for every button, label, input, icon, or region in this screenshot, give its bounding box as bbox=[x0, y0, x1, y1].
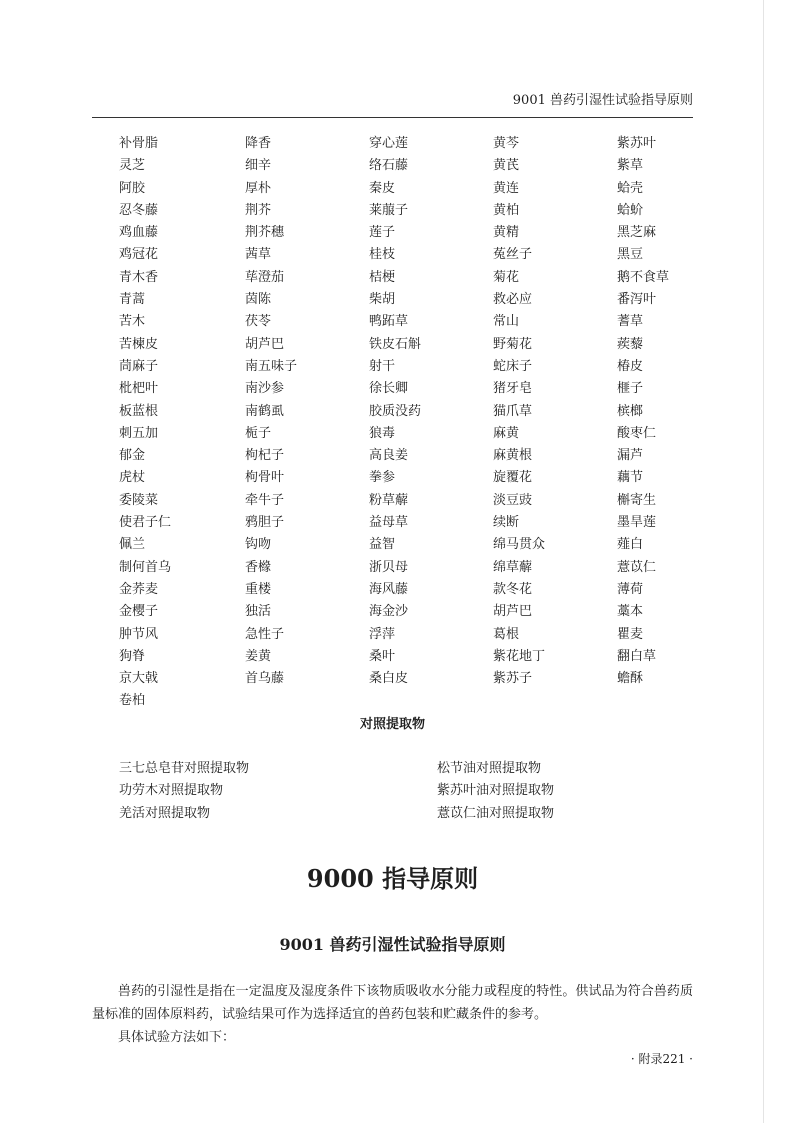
herb-name: 首乌藤 bbox=[245, 671, 285, 687]
page-number: · 附录221 · bbox=[630, 1052, 693, 1066]
herb-name bbox=[245, 690, 369, 712]
herb-name: 翻白草 bbox=[617, 648, 657, 664]
herb-name: 鸦胆子 bbox=[245, 515, 285, 531]
section-heading: 对照提取物 bbox=[359, 717, 425, 732]
herb-name: 刺五加 bbox=[119, 425, 159, 441]
herb-name: 猫爪草 bbox=[493, 403, 533, 419]
herb-name: 胡芦巴 bbox=[245, 336, 285, 352]
herb-name: 补骨脂 bbox=[119, 136, 159, 151]
herb-name: 椿皮 bbox=[617, 358, 644, 374]
herb-name: 枇杷叶 bbox=[119, 381, 159, 397]
herb-name: 柴胡 bbox=[369, 292, 396, 308]
herb-name: 鸭跖草 bbox=[369, 314, 409, 330]
header-rule bbox=[92, 117, 693, 118]
herb-name: 佩兰 bbox=[119, 537, 146, 553]
herb-name: 重楼 bbox=[245, 581, 272, 597]
herb-name: 肿节风 bbox=[119, 626, 159, 642]
herb-name: 常山 bbox=[493, 314, 520, 330]
herb-name: 郁金 bbox=[119, 448, 146, 464]
herb-name: 牵牛子 bbox=[245, 492, 285, 508]
herb-name bbox=[369, 690, 493, 712]
herb-name-grid bbox=[119, 133, 679, 713]
herb-name: 救必应 bbox=[493, 292, 533, 308]
herb-name: 黄柏 bbox=[493, 202, 520, 218]
herb-name: 钩吻 bbox=[245, 537, 272, 553]
herb-name: 金樱子 bbox=[119, 604, 159, 620]
herb-name: 蛤壳 bbox=[617, 180, 644, 196]
herb-name: 黄连 bbox=[493, 180, 520, 196]
herb-name: 铁皮石斛 bbox=[369, 336, 422, 352]
herb-name: 紫苏子 bbox=[493, 671, 533, 687]
herb-name: 忍冬藤 bbox=[119, 202, 159, 218]
herb-name: 莲子 bbox=[369, 225, 396, 241]
herb-name: 野菊花 bbox=[493, 336, 533, 352]
herb-name: 鹅不食草 bbox=[617, 269, 670, 285]
extract-item: 薏苡仁油对照提取物 bbox=[437, 805, 555, 821]
herb-name: 茼麻子 bbox=[119, 358, 159, 374]
herb-name: 射干 bbox=[369, 358, 396, 374]
herb-name: 藕节 bbox=[617, 470, 644, 486]
herb-name bbox=[493, 690, 617, 712]
herb-name: 徐长卿 bbox=[369, 381, 409, 397]
herb-name: 制何首乌 bbox=[119, 559, 172, 575]
herb-name: 益母草 bbox=[369, 515, 409, 531]
extract-item: 三七总皂苷对照提取物 bbox=[119, 761, 250, 776]
herb-name: 款冬花 bbox=[493, 581, 533, 597]
herb-name: 薤白 bbox=[617, 537, 644, 553]
herb-name: 茜草 bbox=[245, 247, 272, 263]
herb-name: 菊花 bbox=[493, 269, 520, 285]
herb-name: 淡豆豉 bbox=[493, 492, 533, 508]
herb-name: 蒺藜 bbox=[617, 336, 644, 352]
herb-name: 枸骨叶 bbox=[245, 470, 285, 486]
herb-name: 金荞麦 bbox=[119, 581, 159, 597]
herb-name: 荜澄茄 bbox=[245, 269, 285, 285]
body-paragraph: 具体试验方法如下： bbox=[118, 1030, 236, 1045]
herb-name: 榧子 bbox=[617, 381, 644, 397]
herb-name: 委陵菜 bbox=[119, 492, 159, 508]
herb-name: 麻黄根 bbox=[493, 448, 533, 464]
herb-name: 胶质没药 bbox=[369, 403, 422, 419]
herb-name: 阿胶 bbox=[119, 180, 146, 196]
herb-name: 秦皮 bbox=[369, 180, 396, 196]
herb-name: 南五味子 bbox=[245, 358, 298, 374]
herb-name: 浮萍 bbox=[369, 626, 396, 642]
herb-name: 黄精 bbox=[493, 225, 520, 241]
herb-name: 菟丝子 bbox=[493, 247, 533, 263]
herb-name: 苦楝皮 bbox=[119, 336, 159, 352]
herb-name: 旋覆花 bbox=[493, 470, 533, 486]
herb-name: 桂枝 bbox=[369, 247, 396, 263]
herb-name: 桑白皮 bbox=[369, 671, 409, 687]
page-edge bbox=[763, 0, 764, 1123]
herb-name: 鸡冠花 bbox=[119, 247, 159, 263]
herb-name: 苦木 bbox=[119, 314, 146, 330]
running-header: 9001 兽药引湿性试验指导原则 bbox=[512, 93, 693, 108]
herb-name: 狗脊 bbox=[119, 648, 146, 664]
herb-name: 漏芦 bbox=[617, 448, 644, 464]
herb-name: 藁本 bbox=[617, 604, 644, 620]
herb-name bbox=[617, 690, 679, 712]
herb-name: 海金沙 bbox=[369, 604, 409, 620]
herb-name: 蓍草 bbox=[617, 314, 644, 330]
herb-name: 益智 bbox=[369, 537, 396, 553]
herb-name: 穿心莲 bbox=[369, 136, 409, 151]
herb-name: 桑叶 bbox=[369, 648, 396, 664]
herb-name: 厚朴 bbox=[245, 180, 272, 196]
herb-name: 鸡血藤 bbox=[119, 225, 159, 241]
herb-name: 独活 bbox=[245, 604, 272, 620]
body-paragraph: 兽药的引湿性是指在一定温度及湿度条件下该物质吸收水分能力或程度的特性。供试品为符合兽药质量标准的固体原料药，试验结果可作为选择适宜的兽药包装和贮藏条件的参考。 bbox=[92, 984, 693, 1022]
herb-name: 猪牙皂 bbox=[493, 381, 533, 397]
herb-name: 酸枣仁 bbox=[617, 425, 657, 441]
herb-name: 桔梗 bbox=[369, 269, 396, 285]
herb-name: 番泻叶 bbox=[617, 292, 657, 308]
herb-name: 葛根 bbox=[493, 626, 520, 642]
herb-name: 枸杞子 bbox=[245, 448, 285, 464]
herb-name: 黄芩 bbox=[493, 136, 520, 151]
herb-name: 虎杖 bbox=[119, 470, 146, 486]
herb-name: 紫草 bbox=[617, 158, 644, 174]
herb-name: 槟榔 bbox=[617, 403, 644, 419]
herb-name: 绵马贯众 bbox=[493, 537, 546, 553]
herb-name: 南沙参 bbox=[245, 381, 285, 397]
herb-name: 青木香 bbox=[119, 269, 159, 285]
herb-name: 狼毒 bbox=[369, 425, 396, 441]
herb-name: 蛇床子 bbox=[493, 358, 533, 374]
herb-name: 茵陈 bbox=[245, 292, 272, 308]
herb-name: 浙贝母 bbox=[369, 559, 409, 575]
extract-list-right bbox=[437, 758, 554, 825]
herb-name: 麻黄 bbox=[493, 425, 520, 441]
herb-name: 粉草薢 bbox=[369, 492, 409, 508]
herb-name: 急性子 bbox=[245, 626, 285, 642]
herb-name: 黑豆 bbox=[617, 247, 644, 263]
herb-name: 胡芦巴 bbox=[493, 604, 533, 620]
herb-name: 续断 bbox=[493, 515, 520, 531]
herb-name: 紫苏叶 bbox=[617, 136, 657, 151]
herb-name: 茯苓 bbox=[245, 314, 272, 330]
extract-item: 松节油对照提取物 bbox=[437, 761, 542, 776]
herb-name: 薄荷 bbox=[617, 581, 644, 597]
herb-name: 青蒿 bbox=[119, 292, 146, 308]
extract-item: 紫苏叶油对照提取物 bbox=[437, 783, 555, 799]
herb-name: 络石藤 bbox=[369, 158, 409, 174]
herb-name: 紫花地丁 bbox=[493, 648, 546, 664]
body-text bbox=[92, 980, 693, 1049]
herb-name: 薏苡仁 bbox=[617, 559, 657, 575]
herb-name: 灵芝 bbox=[119, 158, 146, 174]
herb-name: 荆芥穗 bbox=[245, 225, 285, 241]
herb-name: 香橼 bbox=[245, 559, 272, 575]
herb-name: 南鹤虱 bbox=[245, 403, 285, 419]
herb-name: 莱菔子 bbox=[369, 202, 409, 218]
herb-name: 使君子仁 bbox=[119, 515, 172, 531]
herb-name: 槲寄生 bbox=[617, 492, 657, 508]
herb-name: 高良姜 bbox=[369, 448, 409, 464]
extract-item: 功劳木对照提取物 bbox=[119, 783, 224, 799]
section-title: 9001 兽药引湿性试验指导原则 bbox=[279, 935, 506, 954]
extract-list-left bbox=[119, 758, 249, 825]
herb-name: 墨旱莲 bbox=[617, 515, 657, 531]
herb-name: 卷柏 bbox=[119, 693, 146, 709]
extract-item: 羌活对照提取物 bbox=[119, 805, 211, 821]
herb-name: 细辛 bbox=[245, 158, 272, 174]
herb-name: 荆芥 bbox=[245, 202, 272, 218]
herb-name: 黑芝麻 bbox=[617, 225, 657, 241]
herb-name: 栀子 bbox=[245, 425, 272, 441]
herb-name: 姜黄 bbox=[245, 648, 272, 664]
herb-name: 板蓝根 bbox=[119, 403, 159, 419]
herb-name: 蛤蚧 bbox=[617, 202, 644, 218]
herb-name: 京大戟 bbox=[119, 671, 159, 687]
herb-name: 瞿麦 bbox=[617, 626, 644, 642]
herb-name: 海风藤 bbox=[369, 581, 409, 597]
herb-name: 黄芪 bbox=[493, 158, 520, 174]
herb-name: 拳参 bbox=[369, 470, 396, 486]
chapter-title: 9000 指导原则 bbox=[306, 864, 479, 893]
herb-name: 蟾酥 bbox=[617, 671, 644, 687]
herb-name: 绵草薢 bbox=[493, 559, 533, 575]
herb-name: 降香 bbox=[245, 136, 272, 151]
